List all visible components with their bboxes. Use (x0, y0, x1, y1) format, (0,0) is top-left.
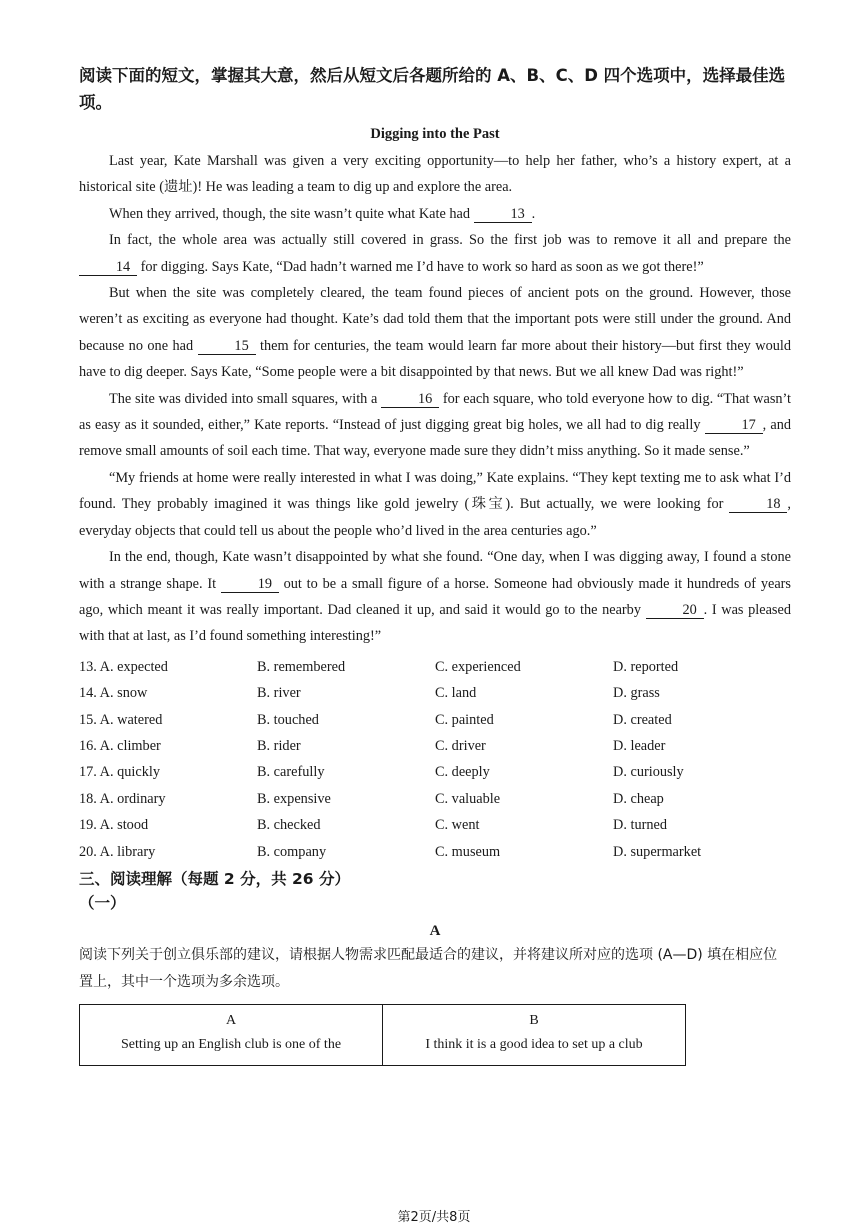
option-choice[interactable]: C. went (435, 817, 480, 834)
option-row (79, 654, 791, 680)
suggestion-a-cell (80, 1004, 383, 1065)
cloze-instruction: 阅读下面的短文，掌握其大意，然后从短文后各题所给的 A、B、C、D 四个选项中，选择最佳选项。 (79, 66, 786, 112)
paragraph-text: Last year, Kate Marshall was given a very exciting opportunity—to help her father, who’s a history expert, at a historical site (遗址)! He was leading a team to dig up and explore the area. (79, 153, 791, 196)
option-choice[interactable]: B. checked (257, 817, 321, 834)
option-choice[interactable]: 18. A. ordinary (79, 790, 166, 807)
option-choice[interactable]: B. remembered (257, 658, 346, 675)
option-row (79, 680, 791, 706)
passage-paragraph (79, 386, 791, 465)
suggestion-text: Setting up an English club is one of the (120, 1036, 342, 1052)
option-row (79, 839, 791, 865)
blank-15: 15 (198, 338, 256, 355)
option-choice[interactable]: 14. A. snow (79, 685, 148, 702)
option-choice[interactable]: 17. A. quickly (79, 764, 161, 781)
option-row (79, 733, 791, 759)
paragraph-text: “My friends at home were really interested in what I was doing,” Kate explains. “They kept texting me to ask what I’d found. They probably imagined it was things like gold jewelry (珠宝). But actually, we were looking for (79, 469, 791, 513)
suggestion-label: A (225, 1012, 237, 1028)
suggestion-table (79, 1004, 686, 1066)
option-choice[interactable]: D. reported (613, 658, 679, 675)
exam-page (79, 62, 791, 1066)
suggestion-text: I think it is a good idea to set up a club (425, 1036, 643, 1052)
passage-paragraph (79, 465, 791, 544)
paragraph-text: them for centuries, the team would learn far more about their history—but first they would have to dig deeper. Says Kate, “Some people were a bit disappointed by that news. But we all knew Dad was right!” (79, 337, 791, 381)
option-choice[interactable]: 19. A. stood (79, 817, 149, 834)
paragraph-text: When they arrived, though, the site wasn’t quite what Kate had (109, 205, 474, 222)
option-choice[interactable]: 15. A. watered (79, 711, 163, 728)
option-choice[interactable]: B. expensive (257, 790, 331, 807)
option-row (79, 759, 791, 785)
blank-17: 17 (705, 417, 763, 434)
option-choice[interactable]: D. leader (613, 737, 666, 754)
option-choice[interactable]: C. driver (435, 737, 486, 754)
passage-paragraph (79, 280, 791, 386)
option-choice[interactable]: D. cheap (613, 790, 664, 807)
option-row (79, 812, 791, 838)
blank-19: 19 (221, 576, 279, 593)
paragraph-text: In fact, the whole area was actually still covered in grass. So the first job was to remove it all and prepare the (109, 232, 791, 249)
passage-paragraph (79, 148, 791, 201)
paragraph-text: But when the site was completely cleared, the team found pieces of ancient pots on the ground. However, those weren’t as exciting as everyone had thought. Kate’s dad told them that the important pots were still under the ground. And because no one had (79, 285, 791, 354)
paragraph-text: . (531, 205, 536, 222)
matching-instruction: 阅读下列关于创立俱乐部的建议，请根据人物需求匹配最适合的建议，并将建议所对应的选项 (A—D) 填在相应位置上，其中一个选项为多余选项。 (79, 946, 778, 990)
paragraph-text: , and remove small amounts of soil each time. That way, everyone made sure they didn’t miss anything. So it made sense.” (79, 417, 792, 460)
paragraph-text: . I was pleased with that at last, as I’d found something interesting!” (79, 601, 791, 645)
option-choice[interactable]: D. turned (613, 817, 667, 834)
suggestion-label: B (529, 1012, 539, 1028)
option-choice[interactable]: C. land (435, 685, 477, 702)
paragraph-text: , everyday objects that could tell us about the people who’d lived in the area centuries ago.” (79, 496, 791, 539)
option-choice[interactable]: D. created (613, 711, 672, 728)
option-choice[interactable]: C. valuable (435, 790, 501, 807)
passage-letter: A (429, 922, 441, 939)
blank-16: 16 (381, 391, 439, 408)
passage-body (79, 148, 791, 650)
option-choice[interactable]: C. painted (435, 711, 494, 728)
blank-18: 18 (729, 496, 787, 513)
option-choice[interactable]: B. rider (257, 737, 301, 754)
option-row (79, 786, 791, 812)
paragraph-text: In the end, though, Kate wasn’t disappointed by what she found. “One day, when I was digging away, I found a stone with a strange shape. It (79, 549, 791, 592)
passage-paragraph (79, 544, 791, 650)
option-choice[interactable]: 13. A. expected (79, 658, 168, 675)
option-choice[interactable]: C. experienced (435, 658, 521, 675)
blank-13: 13 (474, 206, 532, 223)
option-choice[interactable]: D. curiously (613, 764, 684, 781)
passage-paragraph (79, 227, 791, 280)
option-choice[interactable]: B. river (257, 685, 301, 702)
answer-options (79, 654, 791, 865)
option-choice[interactable]: C. deeply (435, 764, 490, 781)
section-heading: 三、阅读理解（每题 2 分，共 26 分） (79, 869, 350, 888)
option-choice[interactable]: D. grass (613, 685, 660, 702)
paragraph-text: for each square, who told everyone how to dig. “That wasn’t as easy as it sounded, either,” Kate reports. “Instead of just digging great big holes, we all had to dig really (79, 390, 792, 434)
option-choice[interactable]: B. company (257, 843, 327, 860)
paragraph-text: for digging. Says Kate, “Dad hadn’t warned me I’d have to work so hard as soon as we got there!” (137, 258, 704, 275)
blank-14: 14 (79, 259, 137, 276)
option-choice[interactable]: B. carefully (257, 764, 325, 781)
part-heading: （一） (79, 893, 126, 912)
passage-paragraph (79, 201, 791, 227)
paragraph-text: The site was divided into small squares, with a (109, 390, 382, 407)
blank-20: 20 (646, 602, 704, 619)
option-choice[interactable]: 16. A. climber (79, 737, 161, 754)
option-choice[interactable]: 20. A. library (79, 843, 156, 860)
option-choice[interactable]: B. touched (257, 711, 319, 728)
option-choice[interactable]: D. supermarket (613, 843, 702, 860)
page-footer: 第2页/共8页 (397, 1210, 471, 1225)
option-row (79, 707, 791, 733)
passage-title: Digging into the Past (370, 126, 500, 142)
option-choice[interactable]: C. museum (435, 843, 501, 860)
paragraph-text: out to be a small figure of a horse. Someone had obviously made it hundreds of years ago, which meant it was really important. Dad cleaned it up, and said it would go to the nearby (79, 575, 791, 618)
suggestion-b-cell (383, 1004, 686, 1065)
